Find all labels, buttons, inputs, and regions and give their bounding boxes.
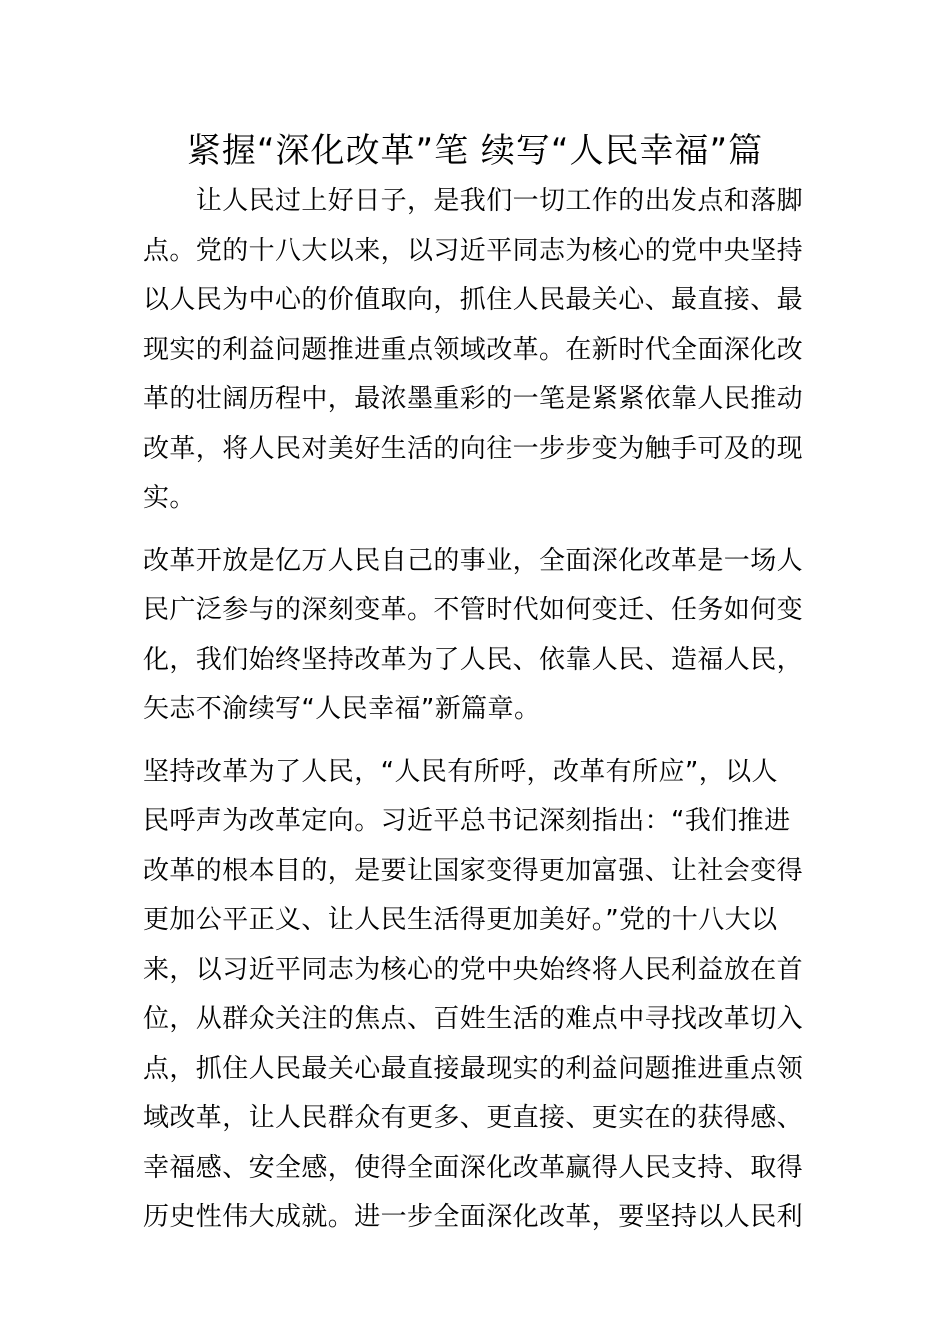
paragraph-line: 更加公平正义、让人民生活得更加美好。”党的十八大以	[143, 905, 778, 935]
paragraph-spacer	[143, 735, 811, 748]
paragraph-line: 让人民过上好日子，是我们一切工作的出发点和落脚	[143, 186, 804, 216]
paragraph-line: 点，抓住人民最关心最直接最现实的利益问题推进重点领	[143, 1053, 804, 1084]
paragraph-line: 域改革，让人民群众有更多、更直接、更实在的获得感、	[143, 1103, 804, 1133]
paragraph-line: 位，从群众关注的焦点、百姓生活的难点中寻找改革切入	[143, 1004, 804, 1034]
paragraph-line: 革的壮阔历程中，最浓墨重彩的一笔是紧紧依靠人民推动	[143, 384, 804, 414]
paragraph-line: 点。党的十八大以来，以习近平同志为核心的党中央坚持	[143, 235, 804, 266]
paragraph-line: 历史性伟大成就。进一步全面深化改革，要坚持以人民利	[143, 1202, 804, 1232]
paragraph-line: 民呼声为改革定向。习近平总书记深刻指出：“我们推进	[143, 806, 791, 836]
paragraph-line: 来，以习近平同志为核心的党中央始终将人民利益放在首	[143, 954, 804, 985]
paragraph-3	[143, 748, 811, 1243]
paragraph-spacer	[143, 524, 811, 537]
paragraph-line: 改革，将人民对美好生活的向往一步步变为触手可及的现	[143, 433, 804, 464]
paragraph-line: 矢志不渝续写“人民幸福”新篇章。	[143, 694, 541, 724]
document-title: 紧握“深化改革”笔 续写“人民幸福”篇	[186, 131, 764, 171]
paragraph-2	[143, 537, 811, 735]
document-body	[143, 177, 811, 1243]
paragraph-line: 幸福感、安全感，使得全面深化改革赢得人民支持、取得	[143, 1152, 804, 1183]
paragraph-line: 坚持改革为了人民，“人民有所呼，改革有所应”，以人	[143, 756, 778, 787]
paragraph-line: 民广泛参与的深刻变革。不管时代如何变迁、任务如何变	[143, 595, 804, 625]
paragraph-line: 以人民为中心的价值取向，抓住人民最关心、最直接、最	[143, 285, 804, 315]
paragraph-1	[143, 177, 811, 524]
paragraph-line: 改革的根本目的，是要让国家变得更加富强、让社会变得	[143, 855, 804, 886]
paragraph-line: 实。	[143, 483, 196, 513]
paragraph-line: 化，我们始终坚持改革为了人民、依靠人民、造福人民，	[143, 644, 804, 675]
paragraph-line: 现实的利益问题推进重点领域改革。在新时代全面深化改	[143, 334, 804, 365]
paragraph-line: 改革开放是亿万人民自己的事业，全面深化改革是一场人	[143, 545, 804, 576]
